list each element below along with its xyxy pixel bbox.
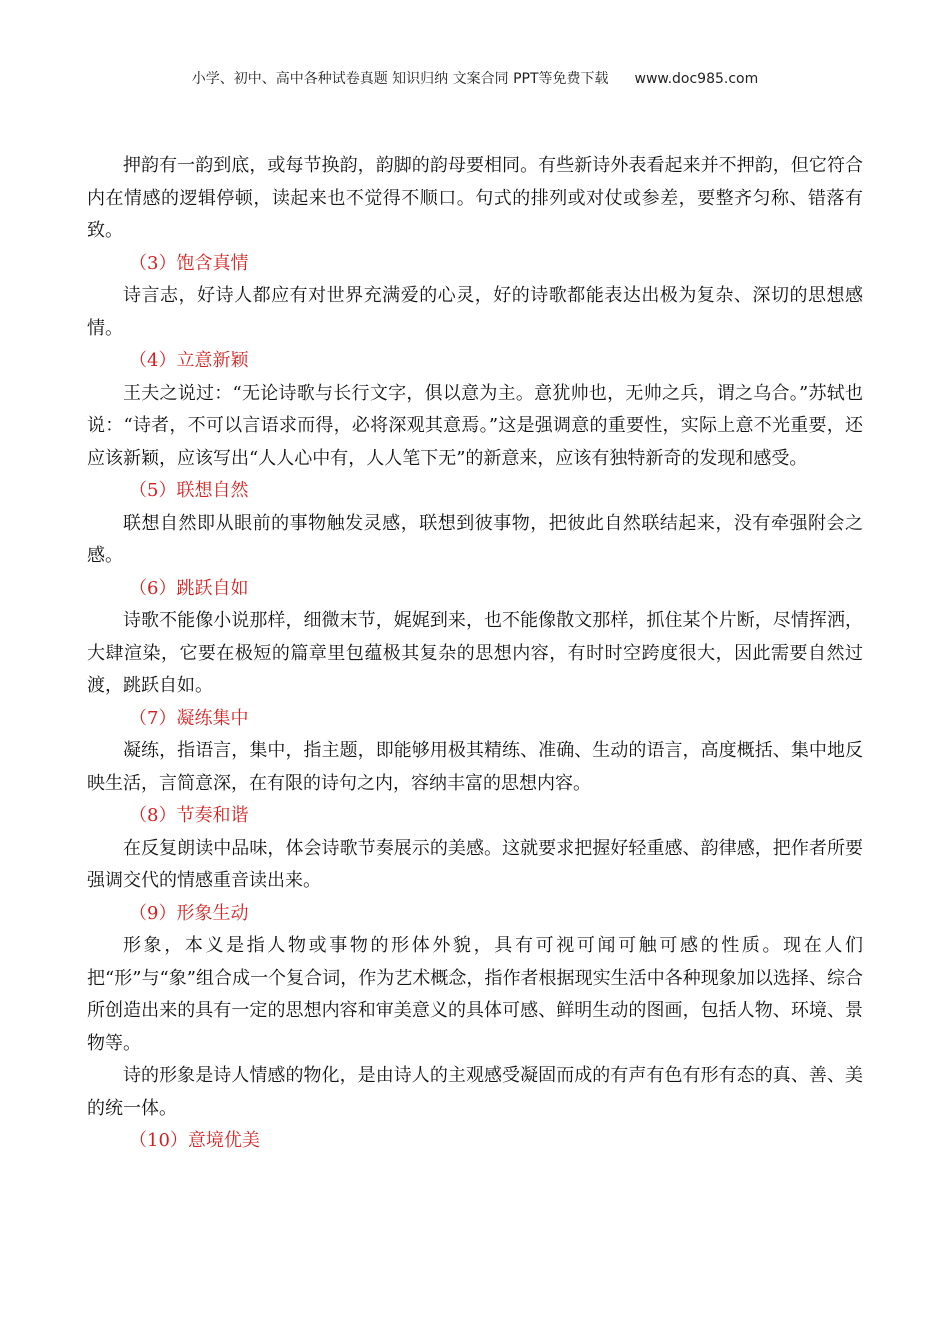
heading-3: （3）饱含真情 bbox=[129, 252, 249, 274]
heading-7: （7）凝练集中 bbox=[129, 707, 249, 729]
paragraph-3: 诗言志，好诗人都应有对世界充满爱的心灵，好的诗歌都能表达出极为复杂、深切的思想感情。 bbox=[87, 285, 863, 339]
heading-9: （9）形象生动 bbox=[129, 902, 249, 924]
heading-10: （10）意境优美 bbox=[129, 1130, 260, 1151]
paragraph-rhyme: 押韵有一韵到底，或每节换韵，韵脚的韵母要相同。有些新诗外表看起来并不押韵，但它符合内在情感的逻辑停顿，读起来也不觉得不顺口。句式的排列或对仗或参差，要整齐匀称、错落有致。 bbox=[87, 155, 863, 241]
document-body bbox=[87, 150, 863, 1158]
header-site-link[interactable]: www.doc985.com bbox=[634, 71, 759, 87]
paragraph-9b: 诗的形象是诗人情感的物化，是由诗人的主观感受凝固而成的有声有色有形有态的真、善、美的统一体。 bbox=[87, 1065, 863, 1119]
page-header bbox=[0, 68, 950, 88]
paragraph-9a: 形象，本义是指人物或事物的形体外貌，具有可视可闻可触可感的性质。现在人们把“形”与“象”组合成一个复合词，作为艺术概念，指作者根据现实生活中各种现象加以选择、综合所创造出来的具有一定的思想内容和审美意义的具体可感、鲜明生动的图画，包括人物、环境、景物等。 bbox=[87, 935, 863, 1054]
heading-5: （5）联想自然 bbox=[129, 480, 249, 501]
paragraph-8: 在反复朗读中品味，体会诗歌节奏展示的美感。这就要求把握好轻重感、韵律感，把作者所要强调交代的情感重音读出来。 bbox=[87, 837, 863, 891]
paragraph-4: 王夫之说过：“无论诗歌与长行文字，俱以意为主。意犹帅也，无帅之兵，谓之乌合。”苏轼也说：“诗者，不可以言语求而得，必将深观其意焉。”这是强调意的重要性，实际上意不光重要，还应该新颖，应该写出“人人心中有，人人笔下无”的新意来，应该有独特新奇的发现和感受。 bbox=[87, 382, 863, 469]
header-text: 小学、初中、高中各种试卷真题 知识归纳 文案合同 PPT等免费下载 bbox=[191, 71, 609, 87]
paragraph-7: 凝练，指语言，集中，指主题，即能够用极其精练、准确、生动的语言，高度概括、集中地反映生活，言简意深，在有限的诗句之内，容纳丰富的思想内容。 bbox=[87, 740, 863, 794]
paragraph-5: 联想自然即从眼前的事物触发灵感，联想到彼事物，把彼此自然联结起来，没有牵强附会之感。 bbox=[87, 512, 863, 566]
heading-4: （4）立意新颖 bbox=[129, 350, 249, 371]
heading-8: （8）节奏和谐 bbox=[129, 805, 249, 826]
paragraph-6: 诗歌不能像小说那样，细微末节，娓娓到来，也不能像散文那样，抓住某个片断，尽情挥洒，大肆渲染，它要在极短的篇章里包蕴极其复杂的思想内容，有时时空跨度很大，因此需要自然过渡，跳跃自如。 bbox=[87, 610, 863, 696]
heading-6: （6）跳跃自如 bbox=[129, 577, 249, 599]
